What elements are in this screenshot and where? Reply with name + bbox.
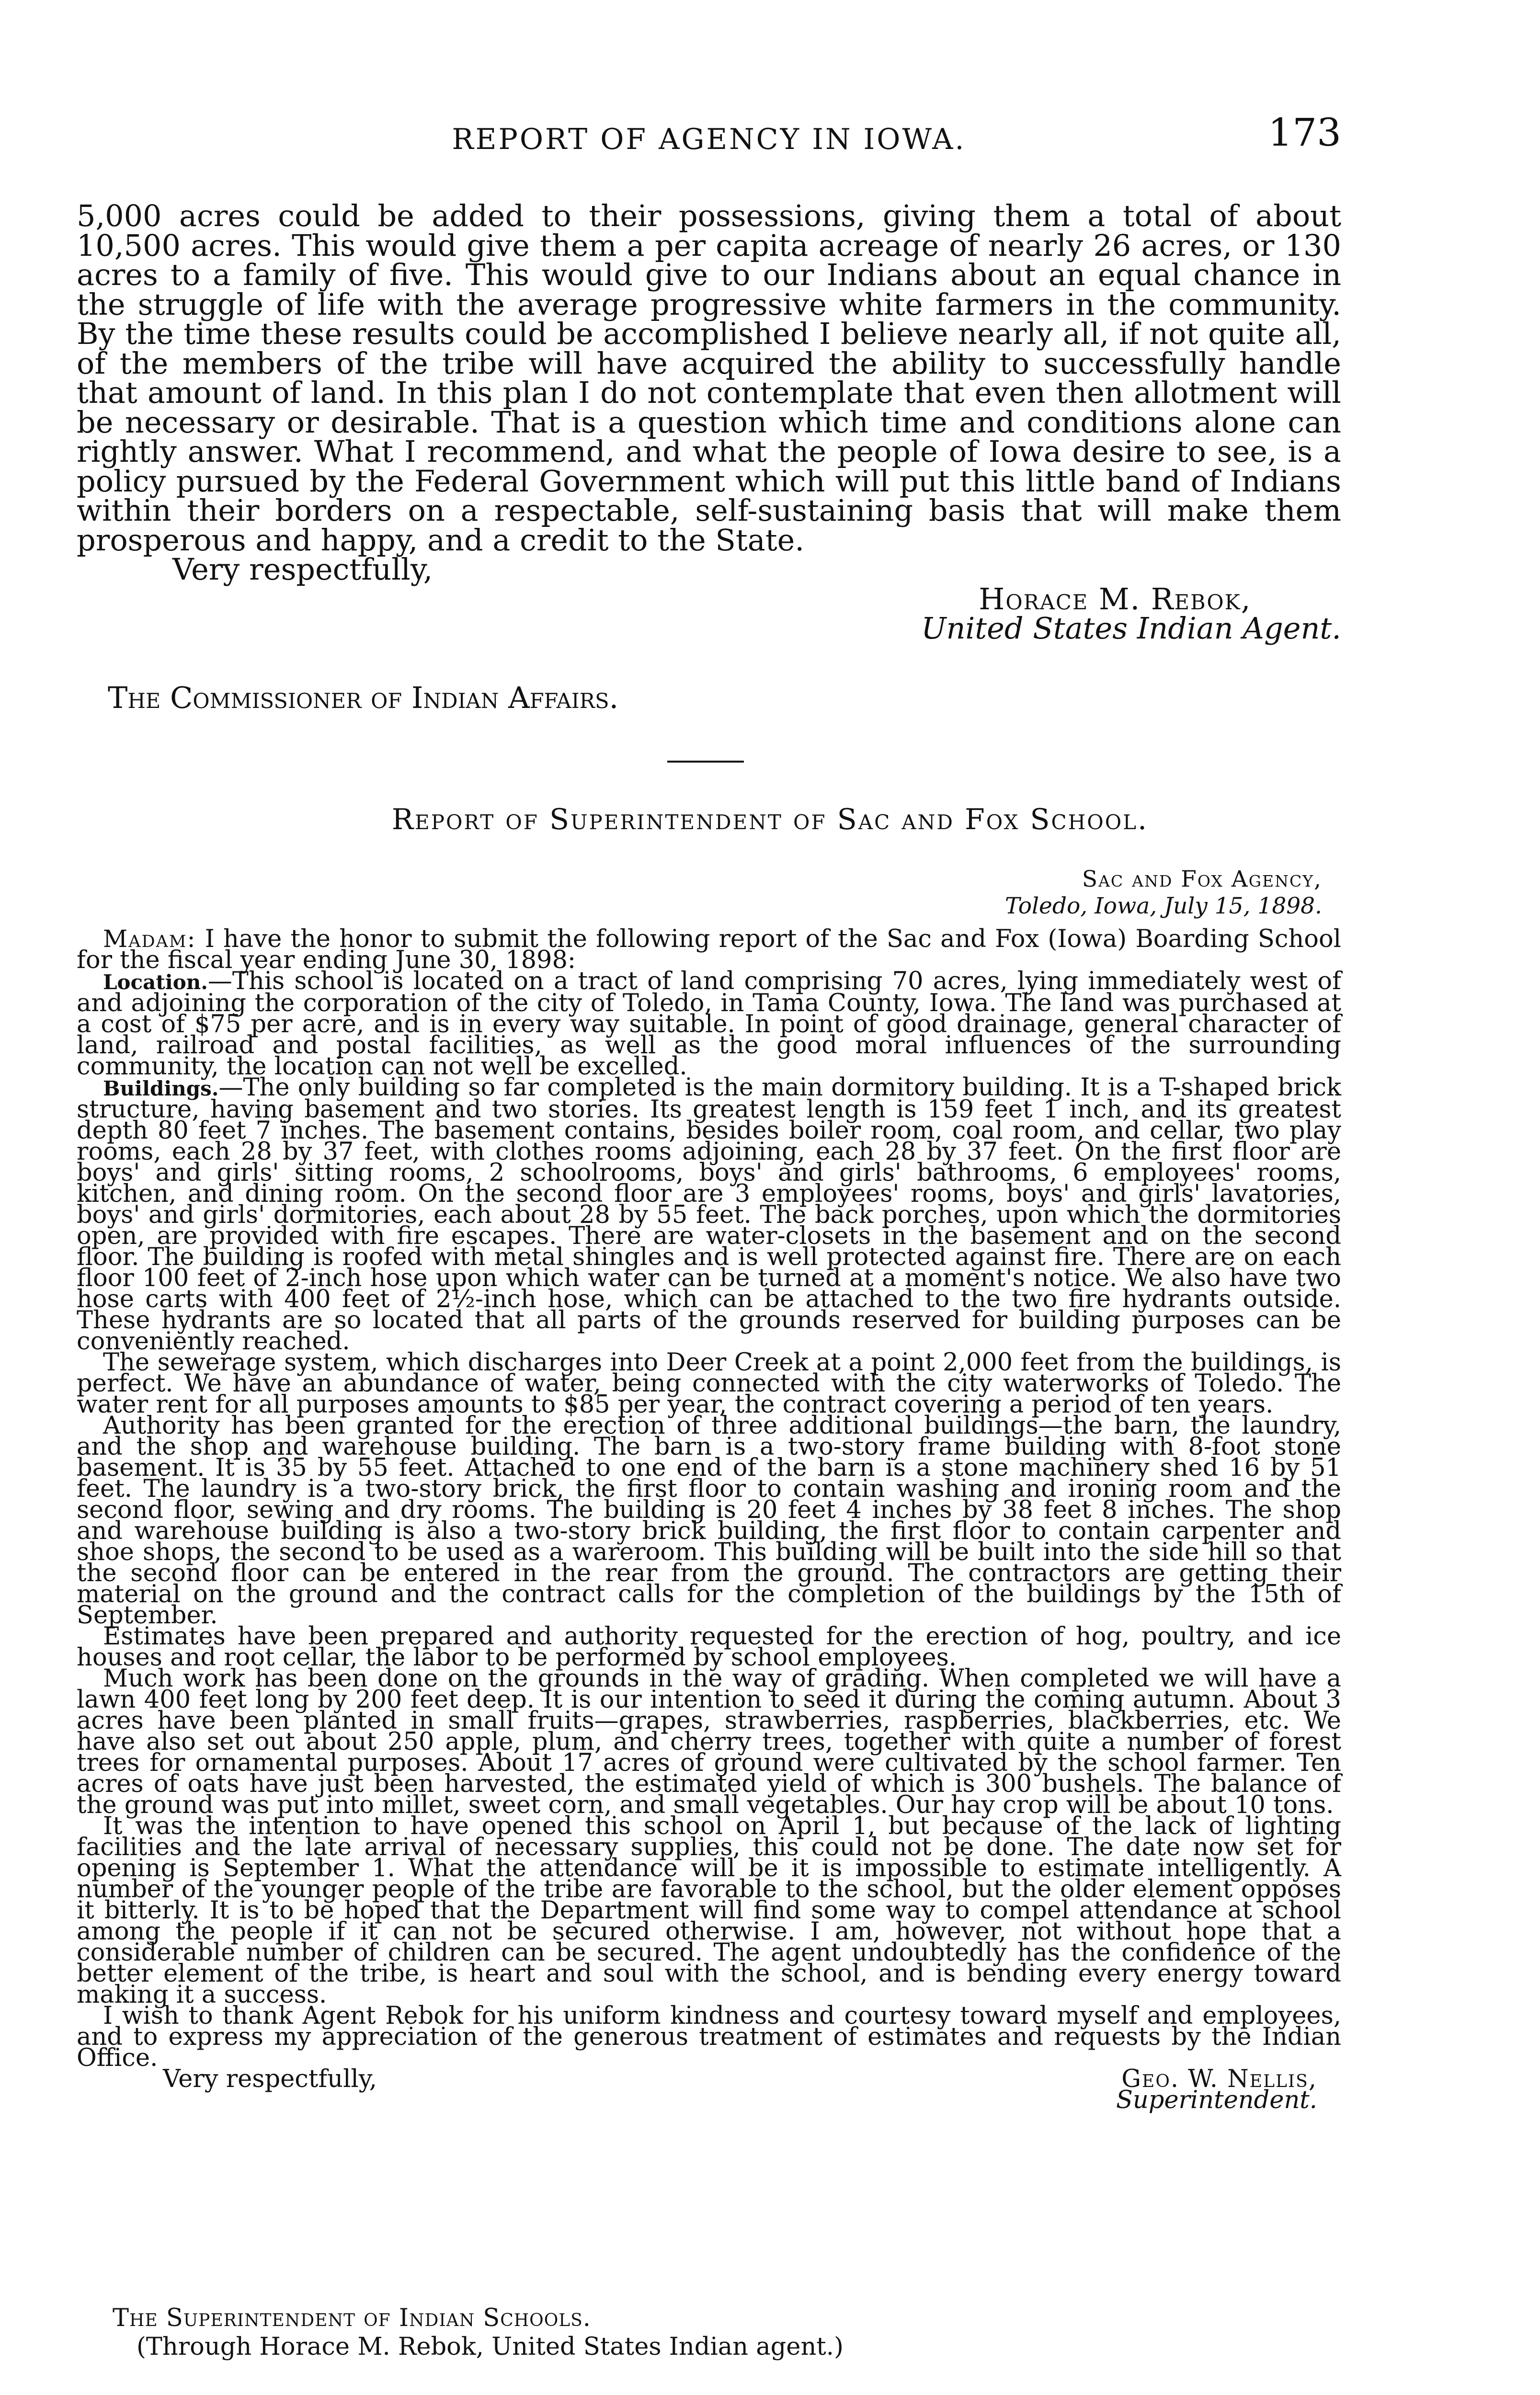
intro-text: I have the honor to submit the following report of the Sac and Fox (Iowa) Boarding School for the fiscal year ending June 30, 1898: <box>77 925 1341 974</box>
location-text: —This school is located on a tract of land comprising 70 acres, lying immediately west of and adjoining the corporation of the city of Toledo, in Tama County, Iowa. The land was purchased at a cost of $75 per acre, and is in every way suitable. In point of good drainage, general character of land, railroad and postal facilities, as well as the good moral influences of the surrounding community, the location can not well be excelled. <box>77 967 1341 1081</box>
school-report-addressee-name: The Superintendent of Indian Schools. <box>113 2304 591 2332</box>
superintendent-signature <box>1116 2065 1317 2114</box>
section-divider <box>667 761 744 763</box>
superintendent-signature-name: Geo. W. Nellis, <box>1121 2065 1317 2093</box>
opening-paragraph: It was the intention to have opened this school on April 1, but because of the lack of lighting facilities and the late arrival of necessary supplies, this could not be done. The date now set for opening is September 1. What the attendance will be it is impossible to estimate intelligently. A number of the younger people of the tribe are favorable to the school, but the older element opposes it bitterly. It is to be hoped that the Department will find some way to compel attendance at school among the people if it can not be secured otherwise. I am, however, not without hope that a considerable number of children can be secured. The agent undoubtedly has the confidence of the better element of the tribe, is heart and soul with the school, and is bending every energy toward making it a success. <box>77 1812 1341 2009</box>
agent-signature-name: Horace M. Rebok, <box>979 581 1252 616</box>
page-number: 173 <box>1268 110 1341 155</box>
thanks-paragraph: I wish to thank Agent Rebok for his uniform kindness and courtesy toward myself and employees, and to express my appreciation of the generous treatment of estimates and requests by the Indian Office. <box>77 2002 1341 2072</box>
dateline-place: Sac and Fox Agency, <box>1082 866 1322 892</box>
school-report-dateline <box>1005 866 1322 920</box>
agent-letter-closing: Very respectfully, <box>172 552 433 587</box>
authority-paragraph: Authority has been granted for the erection of three additional buildings—the barn, the laundry, and the shop and warehouse building. The barn is a two-story frame building with 8-foot stone basement. It is 35 by 55 feet. Attached to one end of the barn is a stone machinery shed 16 by 51 feet. The laundry is a two-story brick, the first floor to contain washing and ironing room and the second floor, sewing and dry rooms. The building is 20 feet 4 inches by 38 feet 8 inches. The shop and warehouse building is also a two-story brick building, the first floor to contain carpenter and shoe shops, the second to be used as a wareroom. This building will be built into the side hill so that the second floor can be entered in the rear from the ground. The contractors are getting their material on the ground and the contract calls for the completion of the buildings by the 15th of September. <box>77 1412 1341 1630</box>
agent-letter-addressee: The Commissioner of Indian Affairs. <box>108 680 619 715</box>
agent-letter <box>77 198 1341 646</box>
intro-paragraph <box>77 925 1341 974</box>
agent-signature-title: United States Indian Agent. <box>921 611 1341 646</box>
superintendent-signature-title: Superintendent. <box>1116 2086 1317 2114</box>
agent-letter-paragraph: 5,000 acres could be added to their possessions, giving them a total of about 10,500 acres. This would give them a per capita acreage of nearly 26 acres, or 130 acres to a family of five. This would give to our Indians about an equal chance in the struggle of life with the average progressive white farmers in the community. By the time these results could be accomplished I believe nearly all, if not quite all, of the members of the tribe will have acquired the ability to successfully handle that amount of land. In this plan I do not contemplate that even then allotment will be necessary or desirable. That is a question which time and conditions alone can rightly answer. What I recommend, and what the people of Iowa desire to see, is a policy pursued by the Federal Government which will put this little band of Indians within their borders on a respectable, self-sustaining basis that will make them prosperous and happy, and a credit to the State. <box>77 198 1341 558</box>
buildings-text: —The only building so far completed is the main dormitory building. It is a T-shaped brick structure, having basement and two stories. Its greatest length is 159 feet 1 inch, and its greatest depth 80 feet 7 inches. The basement contains, besides boiler room, coal room, and cellar, two play rooms, each 28 by 37 feet, with clothes rooms adjoining, each 28 by 37 feet. On the first floor are boys' and girls' sitting rooms, 2 schoolrooms, boys' and girls' bathrooms, 6 employees' rooms, kitchen, and dining room. On the second floor are 3 employees' rooms, boys' and girls' lavatories, boys' and girls' dormitories, each about 28 by 55 feet. The back porches, upon which the dormitories open, are provided with fire escapes. There are water-closets in the basement and on the second floor. The building is roofed with metal shingles and is well protected against fire. There are on each floor 100 feet of 2-inch hose upon which water can be turned at a moment's notice. We also have two hose carts with 400 feet of 2½-inch hose, which can be attached to the two fire hydrants outside. These hydrants are so located that all parts of the grounds reserved for building purposes can be conveniently reached. <box>77 1073 1341 1356</box>
buildings-paragraph <box>77 1073 1341 1356</box>
grounds-paragraph: Much work has been done on the grounds in the way of grading. When completed we will have a lawn 400 feet long by 200 feet deep. It is our intention to seed it during the coming autumn. About 3 acres have been planted in small fruits—grapes, strawberries, raspberries, blackberries, etc. We have also set out about 250 apple, plum, and cherry trees, together with quite a number of forest trees for ornamental purposes. About 17 acres of ground were cultivated by the school farmer. Ten acres of oats have just been harvested, the estimated yield of which is 300 bushels. The balance of the ground was put into millet, sweet corn, and small vegetables. Our hay crop will be about 10 tons. <box>77 1665 1341 1819</box>
sewerage-paragraph: The sewerage system, which discharges into Deer Creek at a point 2,000 feet from the buildings, is perfect. We have an abundance of water, being connected with the city waterworks of Toledo. The water rent for all purposes amounts to $85 per year, the contract covering a period of ten years. <box>77 1348 1341 1419</box>
school-report-body <box>77 925 1341 2121</box>
superintendent-sign-block <box>77 2065 1341 2121</box>
salutation: Madam: <box>103 925 196 953</box>
school-report-through-line: (Through Horace M. Rebok, United States Indian agent.) <box>137 2333 844 2361</box>
running-title: REPORT OF AGENCY IN IOWA. <box>452 123 966 156</box>
estimates-paragraph: Estimates have been prepared and authority requested for the erection of hog, poultry, and ice houses and root cellar, the labor to be performed by school employees. <box>77 1622 1341 1672</box>
school-report-addressee <box>113 2304 844 2361</box>
superintendent-closing: Very respectfully, <box>163 2065 377 2093</box>
location-label: Location. <box>103 970 208 994</box>
running-head <box>77 110 1341 168</box>
dateline-date: Toledo, Iowa, July 15, 1898. <box>1005 893 1322 919</box>
agent-signature <box>921 581 1341 646</box>
school-report-heading: Report of Superintendent of Sac and Fox School. <box>391 803 1149 836</box>
buildings-label: Buildings. <box>103 1077 219 1100</box>
location-paragraph <box>77 967 1341 1081</box>
